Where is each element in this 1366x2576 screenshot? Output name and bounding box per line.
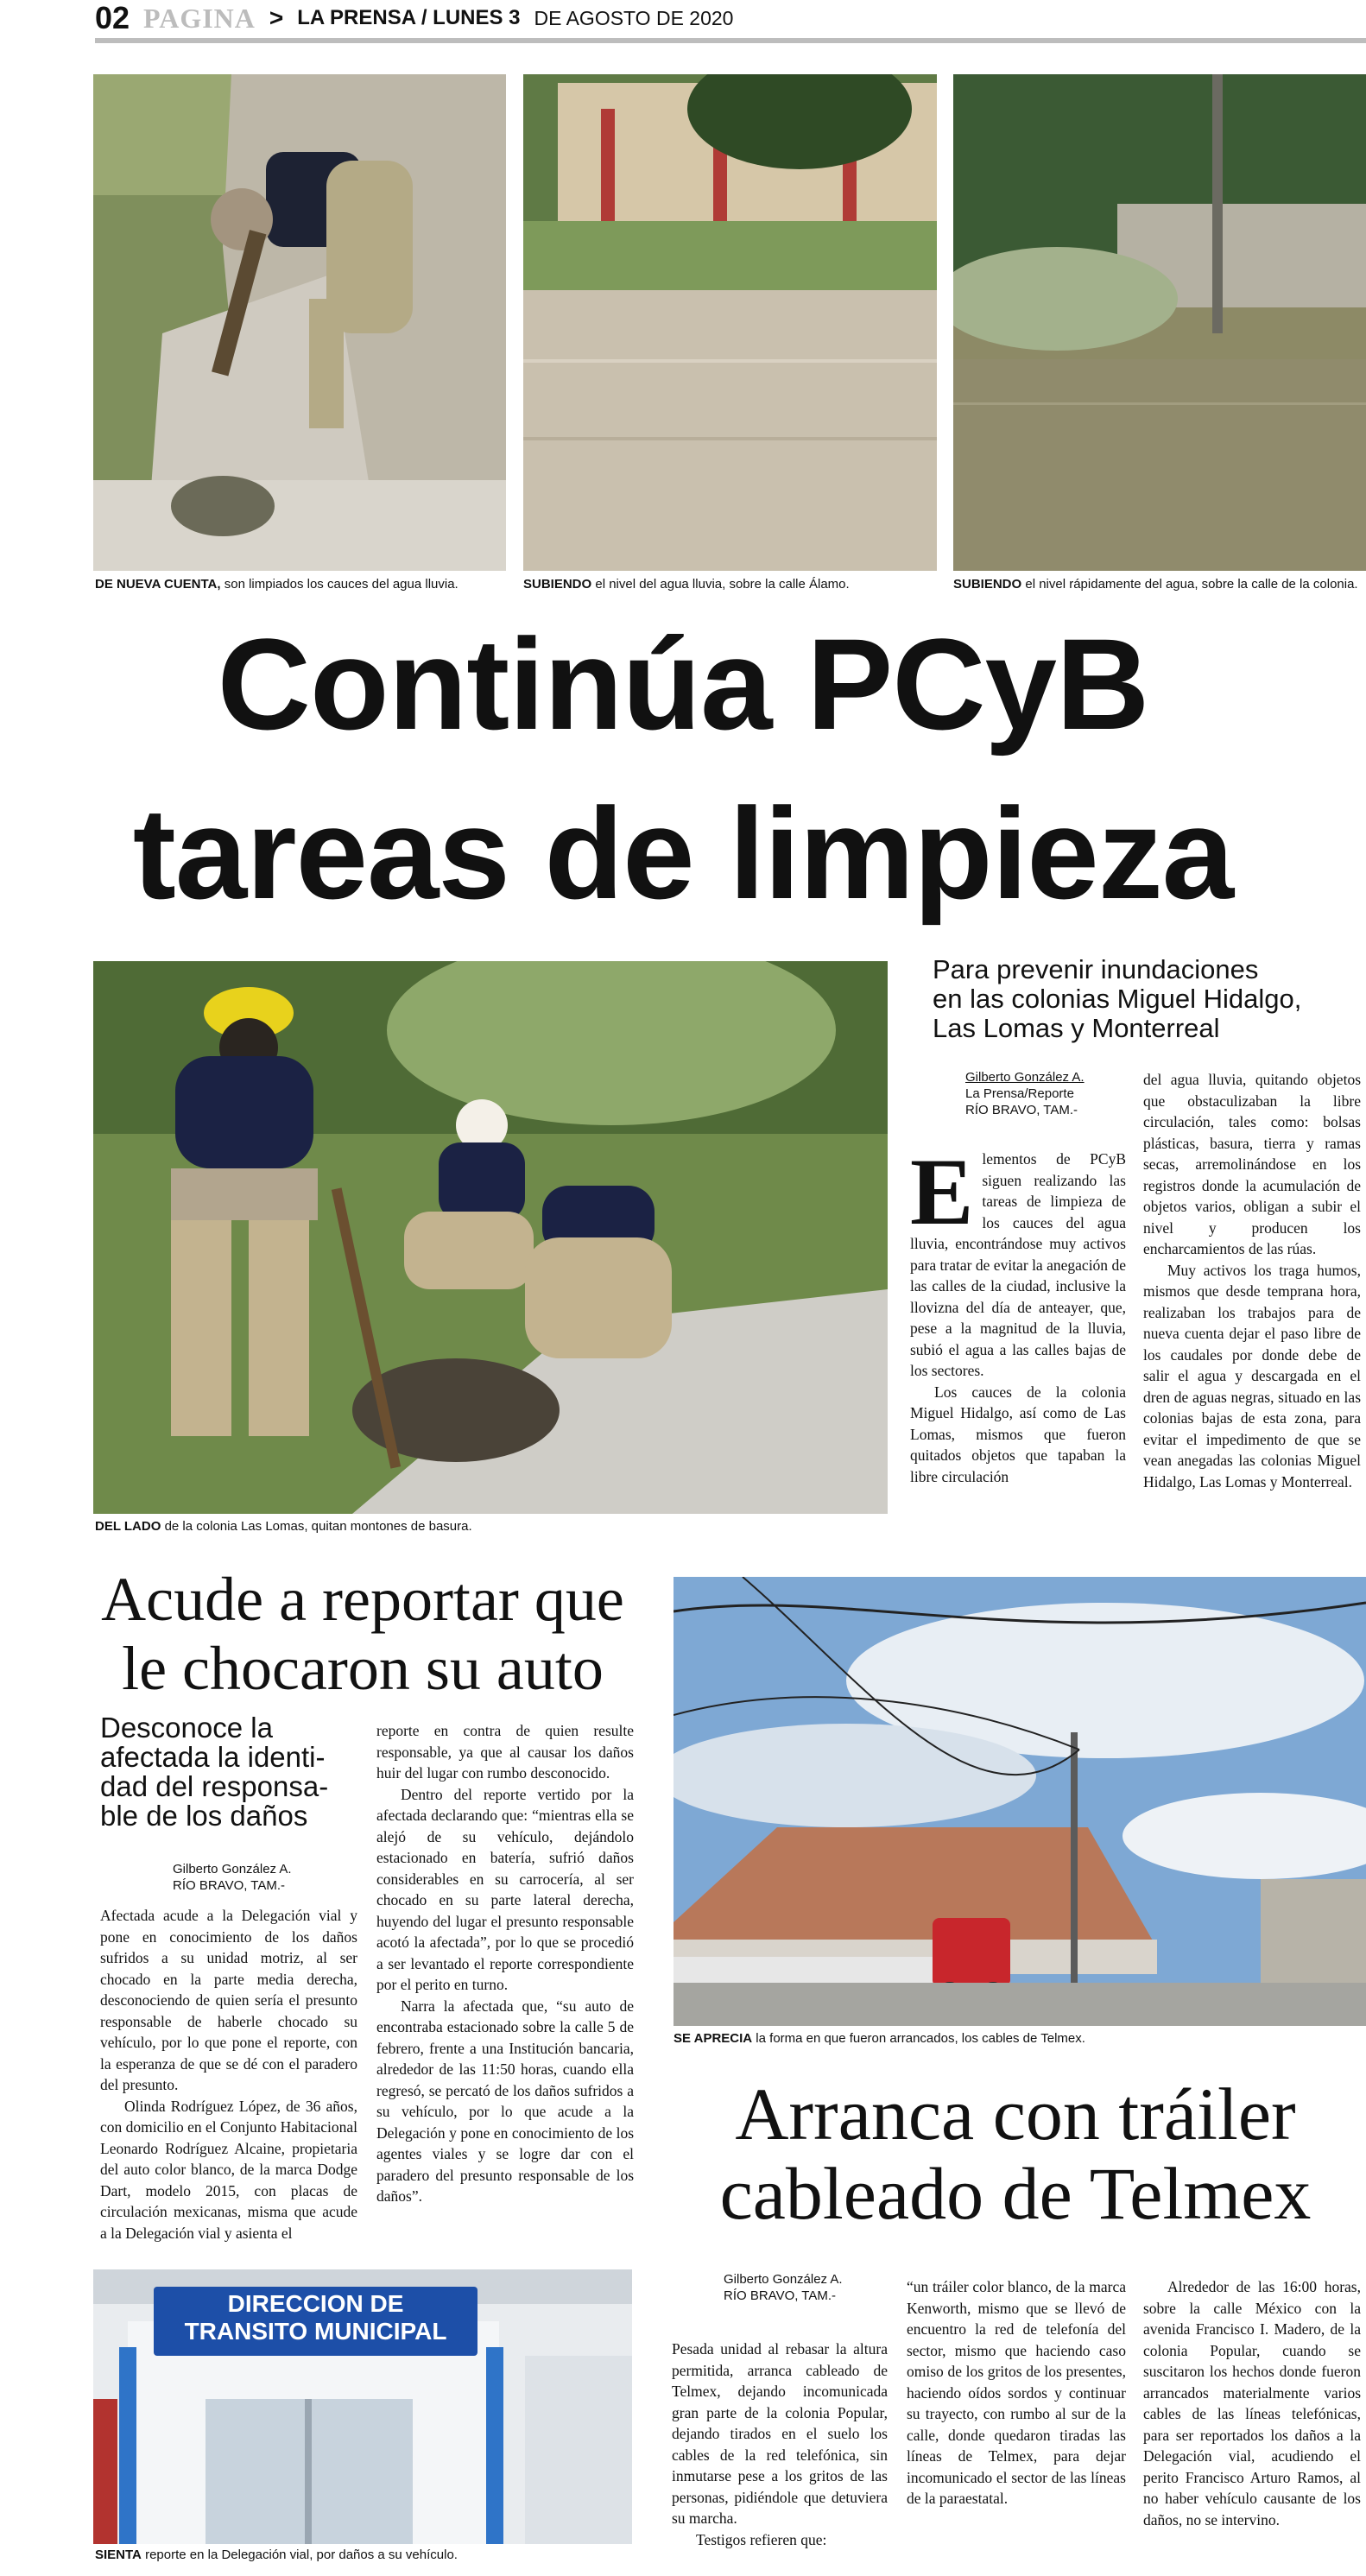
main-byline: Gilberto González A. La Prensa/Reporte RÍO BRAVO, TAM.- xyxy=(965,1070,1085,1117)
caption-photo-2: SUBIENDO el nivel del agua lluvia, sobre la calle Álamo. xyxy=(523,577,850,592)
main-subhead: Para prevenir inundaciones en las colonias Miguel Hidalgo, Las Lomas y Monterreal xyxy=(933,954,1302,1043)
caption-main-photo: DEL LADO de la colonia Las Lomas, quitan montones de basura. xyxy=(95,1519,472,1534)
photo-cleaning-channel xyxy=(93,74,506,571)
main-headline-line2: tareas de limpieza xyxy=(132,781,1234,926)
page-header xyxy=(95,0,1366,36)
photo-telmex-cables xyxy=(674,1577,1366,2026)
publication-name: LA PRENSA / LUNES 3 xyxy=(297,6,521,29)
story3-body-col3: Alrededor de las 16:00 horas, sobre la calle México con la avenida Francisco I. Madero, de la colonia Popular, cuando se suscitaron los hechos donde fueron arrancados materialmente varios cables de las líneas telefónicas, para ser reportados los daños a la Delegación vial, acudiendo el perito Francisco Arturo Ramos, al no haber vehículo causante de los daños, no se intervino. xyxy=(1143,2278,1361,2529)
story2-body-col2: reporte en contra de quien resulte responsable, ya que al causar los daños huir del lugar con rumbo desconocido. Dentro del reporte vertido por la afectada declarando que: “mientras ella se alejó de su vehículo, dejándolo estacionado en batería, sufrió daños considerables en su carrocería, al ser chocado en su parte lateral derecha, huyendo del lugar el presunto responsable acotó la afectada”, por lo que se procedió a ser levantado el reporte correspondiente por el perito en turno. Narra la afectada que, “su auto de encontraba estacionado sobre la calle 5 de febrero, frente a una Institución bancaria, alrededor de las 11:50 horas, cuando ella regresó, se percató de los daños sufridos a su vehículo, por lo que acude a la Delegación y pone en conocimiento de los agentes viales y se logre dar con el paradero del presunto responsable de los daños”. xyxy=(376,1722,634,2205)
transit-sign: DIRECCION DE TRANSITO MUNICIPAL xyxy=(184,2290,447,2345)
story2-headline: Acude a reportar que le chocaron su auto xyxy=(101,1565,624,1703)
photo-transit-office xyxy=(93,2269,632,2544)
photo-firefighters-cleaning xyxy=(93,961,888,1514)
caption-photo-3: SUBIENDO el nivel rápidamente del agua, sobre la calle de la colonia. xyxy=(953,577,1358,592)
arrow-icon: > xyxy=(269,4,284,31)
page-number: 02 xyxy=(95,0,130,35)
story2-subhead: Desconoce la afectada la identi- dad del responsa- ble de los daños xyxy=(100,1712,329,1832)
caption-telmex-photo: SE APRECIA la forma en que fueron arrancados, los cables de Telmex. xyxy=(674,2031,1085,2046)
story3-headline: Arranca con tráiler cableado de Telmex xyxy=(719,2073,1312,2235)
story3-body-col1: Pesada unidad al rebasar la altura permitida, arranca cableado de Telmex, dejando incomunicada gran parte de la colonia Popular, dejando tirados en el suelo los cables de la red telefónica, sin inmutarse pese a los gritos de las personas, pidiéndole que detuviera su marcha. Testigos refieren que: xyxy=(672,2340,888,2548)
main-body-col2: del agua lluvia, quitando objetos que obstaculizaban la libre circulación, tales como: bolsas plásticas, basura, tierra y ramas secas, arremolinándose en los registros donde la acumulación de objetos varios, obligan a subir el nivel y producen los encharcamientos de las rúas. Muy activos los traga humos, mismos que desde temprana hora, realizaban los trabajos para de nueva cuenta dejar el paso libre de los caudales por donde debe de salir el agua y descargada en el dren de aguas negras, situado en las colonias bajas de esta zona, para evitar el impedimento de que se vean anegadas las colonias Miguel Hidalgo, Las Lomas y Monterreal. xyxy=(1143,1071,1361,1491)
caption-photo-1: DE NUEVA CUENTA, son limpiados los cauces del agua lluvia. xyxy=(95,577,458,592)
story3-body-col2: “un tráiler color blanco, de la marca Kenworth, mismo que se llevó de encuentro la red de telefonía del sector, mismo que haciendo caso omiso de los gritos de los presentes, haciendo oídos sordos y continuar su trayecto, con rumbo al sur de la calle, donde quedaron tiradas las líneas de Telmex, para dejar incomunicado el sector de las líneas de la paraestatal. xyxy=(907,2278,1126,2507)
main-headline-line1: Continúa PCyB xyxy=(217,611,1149,756)
story3-byline: Gilberto González A. RÍO BRAVO, TAM.- xyxy=(724,2272,843,2303)
section-word: PAGINA xyxy=(143,2,256,34)
story2-byline: Gilberto González A. RÍO BRAVO, TAM.- xyxy=(173,1862,292,1893)
drop-cap: E xyxy=(910,1139,974,1244)
photo-rising-water xyxy=(953,74,1366,571)
issue-date: DE AGOSTO DE 2020 xyxy=(534,6,734,29)
story2-body-col1: Afectada acude a la Delegación vial y pone en conocimiento de los daños sufridos a su unidad motriz, al ser chocado en la parte media derecha, desconociendo de quien sería el presunto responsable de haberle chocado su vehículo, por lo que pone el reporte, con la esperanza de que se dé con el paradero del presunto. Olinda Rodríguez López, de 36 años, con domicilio en el Conjunto Habitacional Leonardo Rodríguez Alcaine, propietaria del auto color blanco, de la marca Dodge Dart, modelo 2015, con placas de circulación mexicanas, misma que acude a la Delegación vial y asienta el xyxy=(100,1907,357,2242)
main-body-col1: Elementos de PCyB siguen realizando las tareas de limpieza de los cauces del agua lluvia, encontrándose muy activos para tratar de evitar la anegación de las calles de la ciudad, inclusive la llovizna del día de anteayer, que, pese a la magnitud de la lluvia, subió el agua a las calles bajas de los sectores. Los cauces de la colonia Miguel Hidalgo, así como de Las Lomas, mismos que fueron quitados objetos que tapaban la libre circulación xyxy=(910,1139,1126,1485)
photo-flooded-street-alamo xyxy=(523,74,937,571)
caption-transit-photo: SIENTA reporte en la Delegación vial, por daños a su vehículo. xyxy=(95,2548,458,2562)
header-rule xyxy=(95,38,1366,43)
